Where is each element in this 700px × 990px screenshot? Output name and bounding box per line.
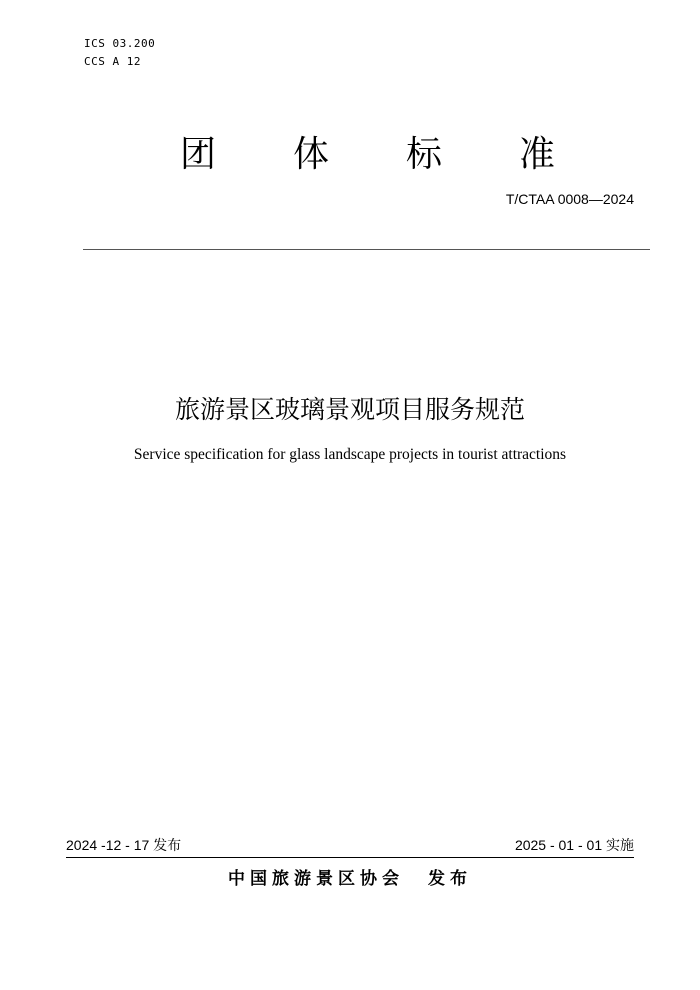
bottom-divider <box>66 857 634 858</box>
ics-code: ICS 03.200 <box>84 37 156 50</box>
standard-number: T/CTAA 0008—2024 <box>505 191 634 207</box>
standard-type-char: 体 <box>292 134 329 175</box>
document-title-chinese: 旅游景区玻璃景观项目服务规范 <box>174 395 525 424</box>
publisher-name: 中国旅游景区协会 <box>228 869 404 889</box>
issue-date: 2024 -12 - 17 发布 <box>66 837 182 853</box>
standard-type-char: 准 <box>518 134 555 175</box>
ccs-code: CCS A 12 <box>84 55 141 68</box>
publisher-line <box>0 866 700 892</box>
top-divider <box>83 249 650 250</box>
standard-type-char: 团 <box>180 134 217 175</box>
implementation-date: 2025 - 01 - 01 实施 <box>514 837 634 853</box>
standard-type-heading <box>180 133 555 177</box>
standard-type-char: 标 <box>405 134 442 175</box>
publish-label: 发布 <box>428 869 472 889</box>
document-title-english: Service specification for glass landscape projects in tourist attractions <box>133 446 567 463</box>
